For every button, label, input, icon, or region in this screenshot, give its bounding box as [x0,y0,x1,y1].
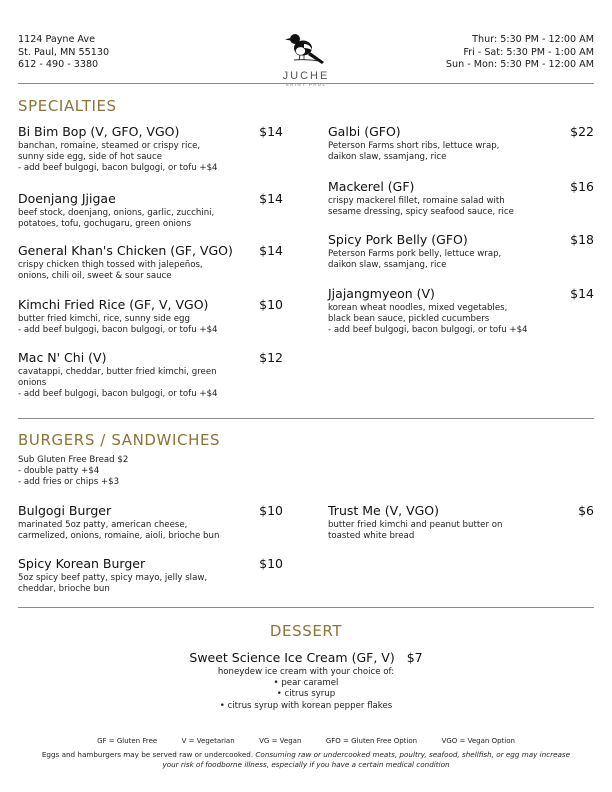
description-line: crispy mackerel fillet, romaine salad with [328,196,505,206]
description-line: sunny side egg, side of hot sauce [18,152,162,163]
description-line: cheddar, brioche bun [18,584,110,595]
description-line: • pear caramel [273,678,339,689]
description-line: sesame dressing, spicy seafood sauce, rice [328,207,514,218]
item-description [328,141,594,163]
hours-sunday-monday: Sun - Mon: 5:30 PM - 12:00 AM [445,59,594,71]
item-price: $7 [406,650,423,665]
item-price: $16 [570,179,594,194]
hours-friday-saturday: Fri - Sat: 5:30 PM - 1:00 AM [463,46,594,58]
item-price: $12 [259,350,283,365]
address-city: St. Paul, MN 55130 [18,46,110,58]
burgers-divider [18,607,594,608]
description-line: toasted white bread [328,531,415,542]
description-line: 5oz spicy beef patty, spicy mayo, jelly slaw, [18,573,208,583]
description-line: - add beef bulgogi, bacon bulgogi, or tofu +$4 [18,325,218,336]
logo-name: JUCHE [282,70,330,82]
menu-item [328,124,594,163]
description-line: carmelized, onions, romaine, aioli, brioche bun [18,531,220,542]
description-line: cavatappi, cheddar, butter fried kimchi, green [18,367,217,377]
item-description [18,520,283,542]
disclaimer-italic-2: your risk of foodborne illness, especially if you have a certain medical condition [162,760,450,769]
menu-item [18,124,283,175]
item-name: Sweet Science Ice Cream [189,650,348,665]
description-line: - add beef bulgogi, bacon bulgogi, or tofu +$4 [328,325,528,336]
item-description [18,208,283,230]
legend-vg: VG = Vegan [259,737,302,745]
disclaimer-italic-1: Consuming raw or undercooked meats, poultry, seafood, shellfish, or egg may increase [255,750,571,759]
item-name: Spicy Korean Burger [18,556,146,571]
section-title-specialties: SPECIALTIES [18,97,117,115]
description-line: honeydew ice cream with your choice of: [217,667,395,677]
menu-item [18,243,283,282]
description-line: korean wheat noodles, mixed vegetables, [328,303,508,313]
header-divider [18,83,594,84]
menu-item [18,556,283,595]
legend-gf: GF = Gluten Free [97,737,158,745]
item-name: General Khan's Chicken (GF, VGO) [18,243,233,258]
description-line: beef stock, doenjang, onions, garlic, zucchini, [18,208,215,218]
section-title-dessert: DESSERT [269,622,343,640]
legend-vgo: VGO = Vegan Option [441,737,515,745]
legend-v: V = Vegetarian [181,737,235,745]
item-price: $22 [570,124,594,139]
disclaimer [18,750,594,770]
item-price: $18 [570,232,594,247]
item-description [18,260,283,282]
item-description [328,249,594,271]
item-name: Galbi (GFO) [328,124,401,139]
item-price: $10 [259,503,283,518]
phone-number: 612 - 490 - 3380 [18,59,99,71]
description-line: crispy chicken thigh tossed with jalepeños, [18,260,203,270]
item-description [18,141,283,175]
description-line: butter fried kimchi and peanut butter on [328,520,503,530]
specialties-divider [18,418,594,419]
item-price: $14 [259,243,283,258]
section-title-burgers: BURGERS / SANDWICHES [18,431,221,449]
item-name: Spicy Pork Belly (GFO) [328,232,468,247]
item-description [18,314,283,336]
description-line: black bean sauce, pickled cucumbers [328,314,490,325]
menu-item [328,179,594,218]
address-block [18,34,109,72]
hours-thursday: Thur: 5:30 PM - 12:00 AM [472,34,594,45]
disclaimer-plain: Eggs and hamburgers may be served raw or undercooked. [41,750,254,759]
menu-item [328,286,594,337]
description-line: Peterson Farms short ribs, lettuce wrap, [328,141,500,151]
item-price: $14 [570,286,594,301]
dessert-item [0,650,612,712]
item-description [18,573,283,595]
item-name: Kimchi Fried Rice (GF, V, VGO) [18,297,209,312]
item-name: Bi Bim Bop (V, GFO, VGO) [18,124,180,139]
description-line: daikon slaw, ssamjang, rice [328,152,447,163]
item-name: Trust Me (V, VGO) [328,503,440,518]
burger-notes [18,455,128,489]
item-price: $10 [259,556,283,571]
note-line: - add fries or chips +$3 [18,477,120,488]
item-name: Mac N' Chi (V) [18,350,107,365]
description-line: marinated 5oz patty, american cheese, [18,520,188,530]
item-name: Jjajangmyeon (V) [328,286,435,301]
description-line: banchan, romaine, steamed or crispy rice, [18,141,201,151]
description-line: Peterson Farms pork belly, lettuce wrap, [328,249,502,259]
description-line: onions, chili oil, sweet & sour sauce [18,271,172,282]
legend-gfo: GFO = Gluten Free Option [325,737,418,745]
magpie-bird-icon [266,24,346,66]
legend [0,737,612,745]
item-name: Bulgogi Burger [18,503,112,518]
item-price: $10 [259,297,283,312]
note-line: - double patty +$4 [18,466,100,477]
description-line: onions [18,378,47,389]
description-line: potatoes, tofu, gochugaru, green onions [18,219,192,230]
item-name: Mackerel (GF) [328,179,415,194]
description-line: • citrus syrup [276,689,336,700]
hours-block [446,34,594,72]
item-description [18,367,283,401]
item-description [328,303,594,337]
menu-item [18,297,283,336]
item-description [328,196,594,218]
menu-item [18,191,283,230]
logo [266,24,346,87]
description-line: - add beef bulgogi, bacon bulgogi, or tofu +$4 [18,163,218,174]
item-name: Doenjang Jjigae [18,191,116,206]
item-price: $14 [259,124,283,139]
item-description [328,520,594,542]
menu-item [18,503,283,542]
menu-item [328,503,594,542]
menu-item [328,232,594,271]
dessert-title-row [0,650,612,665]
description-line: butter fried kimchi, rice, sunny side egg [18,314,190,324]
logo-subtitle: SAINT PAUL [285,82,327,87]
item-price: $14 [259,191,283,206]
item-tags: (GF, V) [351,650,395,665]
address-street: 1124 Payne Ave [18,34,95,45]
description-line: - add beef bulgogi, bacon bulgogi, or tofu +$4 [18,389,218,400]
menu-item [18,350,283,401]
note-line: Sub Gluten Free Bread $2 [18,455,129,465]
description-line: daikon slaw, ssamjang, rice [328,260,447,271]
item-price: $6 [578,503,594,518]
item-description [0,667,612,712]
description-line: • citrus syrup with korean pepper flakes [219,700,393,711]
